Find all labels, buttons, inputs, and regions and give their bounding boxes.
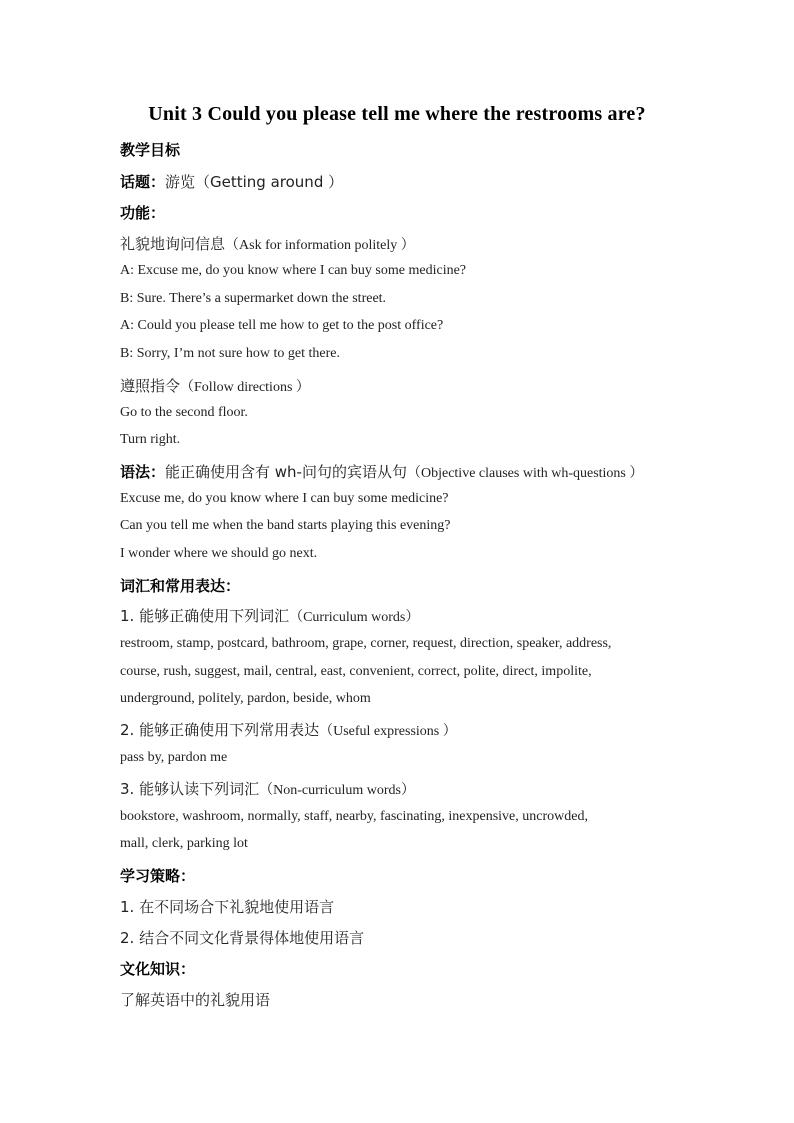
topic-line — [120, 171, 343, 192]
vocab-item-curriculum-en: （Curriculum words） — [289, 610, 420, 625]
topic-label: 话题： — [120, 173, 166, 191]
grammar-text-cn: 能正确使用含有 wh-问句的宾语从句 — [165, 463, 407, 481]
grammar-text-en: （Objective clauses with wh-questions ） — [406, 466, 644, 481]
culture-heading: 文化知识： — [120, 960, 196, 978]
vocab-words-line: course, rush, suggest, mail, central, east, convenient, correct, polite, direct, impolite, — [120, 664, 592, 679]
strategy-heading: 学习策略： — [120, 867, 196, 885]
vocab-item-useful-cn: 2. 能够正确使用下列常用表达 — [120, 721, 320, 739]
strategy-item: 2. 结合不同文化背景得体地使用语言 — [120, 929, 365, 947]
grammar-example: Can you tell me when the band starts playing this evening? — [120, 518, 451, 533]
direction-line: Go to the second floor. — [120, 405, 248, 420]
vocab-item-curriculum-cn: 1. 能够正确使用下列词汇 — [120, 607, 290, 625]
function-item-ask-en: （Ask for information politely ） — [225, 238, 415, 253]
vocab-words-line: underground, politely, pardon, beside, whom — [120, 691, 371, 706]
vocab-item-useful-en: （Useful expressions ） — [319, 724, 457, 739]
useful-expressions-line: pass by, pardon me — [120, 750, 228, 765]
objectives-heading: 教学目标 — [120, 141, 181, 159]
function-item-ask-cn: 礼貌地询问信息 — [120, 235, 226, 253]
function-item-follow-cn: 遵照指令 — [120, 377, 181, 395]
dialog-line: A: Could you please tell me how to get to the post office? — [120, 318, 444, 333]
vocab-item-noncurriculum-en: （Non-curriculum words） — [259, 783, 416, 798]
noncurriculum-words-line: bookstore, washroom, normally, staff, nearby, fascinating, inexpensive, uncrowded, — [120, 809, 588, 824]
dialog-line: A: Excuse me, do you know where I can buy some medicine? — [120, 263, 467, 278]
vocab-item-useful — [120, 719, 457, 740]
vocab-item-noncurriculum-cn: 3. 能够认读下列词汇 — [120, 780, 260, 798]
vocab-item-curriculum — [120, 605, 419, 626]
direction-line: Turn right. — [120, 432, 181, 447]
function-heading: 功能： — [120, 204, 166, 222]
vocab-item-noncurriculum — [120, 778, 415, 799]
function-item-ask — [120, 233, 415, 254]
noncurriculum-words-line: mall, clerk, parking lot — [120, 836, 248, 851]
dialog-line: B: Sure. There’s a supermarket down the street. — [120, 291, 387, 306]
grammar-label: 语法： — [120, 463, 166, 481]
function-item-follow — [120, 375, 310, 396]
page-title: Unit 3 Could you please tell me where the restrooms are? — [148, 103, 646, 125]
grammar-line — [120, 461, 643, 482]
dialog-line: B: Sorry, I’m not sure how to get there. — [120, 346, 340, 361]
vocab-heading: 词汇和常用表达： — [120, 577, 241, 595]
culture-text: 了解英语中的礼貌用语 — [120, 991, 271, 1009]
grammar-example: Excuse me, do you know where I can buy some medicine? — [120, 491, 449, 506]
grammar-example: I wonder where we should go next. — [120, 546, 318, 561]
function-item-follow-en: （Follow directions ） — [180, 380, 310, 395]
vocab-words-line: restroom, stamp, postcard, bathroom, grape, corner, request, direction, speaker, address, — [120, 636, 612, 651]
strategy-item: 1. 在不同场合下礼貌地使用语言 — [120, 898, 335, 916]
topic-text: 游览（Getting around ） — [165, 173, 344, 191]
